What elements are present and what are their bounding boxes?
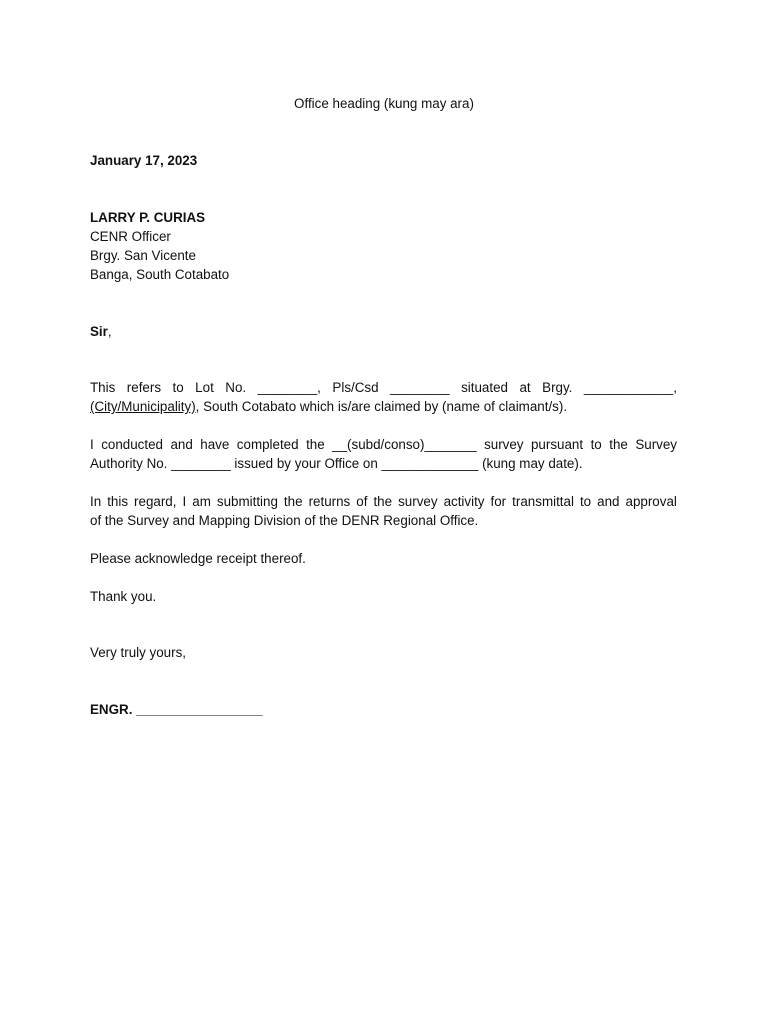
paragraph-1-line-2 [90, 397, 677, 416]
word: and [170, 437, 193, 452]
word: I [182, 494, 187, 509]
word: refers [126, 380, 162, 395]
recipient-address-line1: Brgy. San Vicente [90, 248, 196, 263]
paragraph-4: Please acknowledge receipt thereof. [90, 551, 306, 566]
city-municipality-field: (City/Municipality) [90, 399, 196, 414]
office-heading: Office heading (kung may ara) [294, 96, 474, 111]
word: This [90, 380, 116, 395]
word: to [579, 494, 592, 509]
word: to [590, 437, 602, 452]
word: approval [625, 494, 677, 509]
word: the [306, 437, 325, 452]
word: survey [484, 437, 524, 452]
word: Lot [195, 380, 214, 395]
word: for [490, 494, 507, 509]
word: this [107, 494, 129, 509]
word: ________, [257, 380, 321, 395]
word: returns [308, 494, 351, 509]
word: have [200, 437, 230, 452]
paragraph-2-line-1 [90, 435, 677, 454]
word: situated [461, 380, 508, 395]
word: __(subd/conso)_______ [332, 437, 477, 452]
word: Survey [635, 437, 677, 452]
word: completed [236, 437, 299, 452]
word: the [609, 437, 628, 452]
word: the [283, 494, 303, 509]
recipient-title: CENR Officer [90, 229, 171, 244]
paragraph-1-line-2-rest: , South Cotabato which is/are claimed by (name of claimant/s). [195, 399, 568, 414]
salutation-punct: , [107, 324, 112, 339]
word: pursuant [530, 437, 584, 452]
paragraph-1-line-1 [90, 378, 677, 397]
salutation-word: Sir [90, 324, 108, 339]
word: I [90, 437, 94, 452]
word: transmittal [512, 494, 574, 509]
word: Brgy. [542, 380, 573, 395]
signature-line: ENGR. _________________ [90, 702, 263, 717]
word: submitting [216, 494, 278, 509]
paragraph-5: Thank you. [90, 589, 157, 604]
paragraph-3-line-1 [90, 492, 677, 511]
word: conducted [101, 437, 163, 452]
word: ________ [390, 380, 450, 395]
letter-date: January 17, 2023 [90, 153, 198, 168]
word: In [90, 494, 102, 509]
word: of [356, 494, 368, 509]
paragraph-2-line-2: Authority No. ________ issued by your Office on _____________ (kung may date). [90, 456, 583, 471]
word: regard, [134, 494, 177, 509]
word: survey [398, 494, 438, 509]
word: ____________, [583, 380, 677, 395]
word: to [172, 380, 184, 395]
closing: Very truly yours, [90, 645, 186, 660]
word: am [192, 494, 211, 509]
word: the [373, 494, 393, 509]
word: at [519, 380, 531, 395]
recipient-address-line2: Banga, South Cotabato [90, 267, 230, 282]
paragraph-3-line-2: of the Survey and Mapping Division of the DENR Regional Office. [90, 513, 479, 528]
word: No. [225, 380, 247, 395]
word: and [597, 494, 620, 509]
word: Pls/Csd [332, 380, 379, 395]
salutation [90, 322, 677, 341]
recipient-name: LARRY P. CURIAS [90, 210, 206, 225]
word: activity [443, 494, 485, 509]
